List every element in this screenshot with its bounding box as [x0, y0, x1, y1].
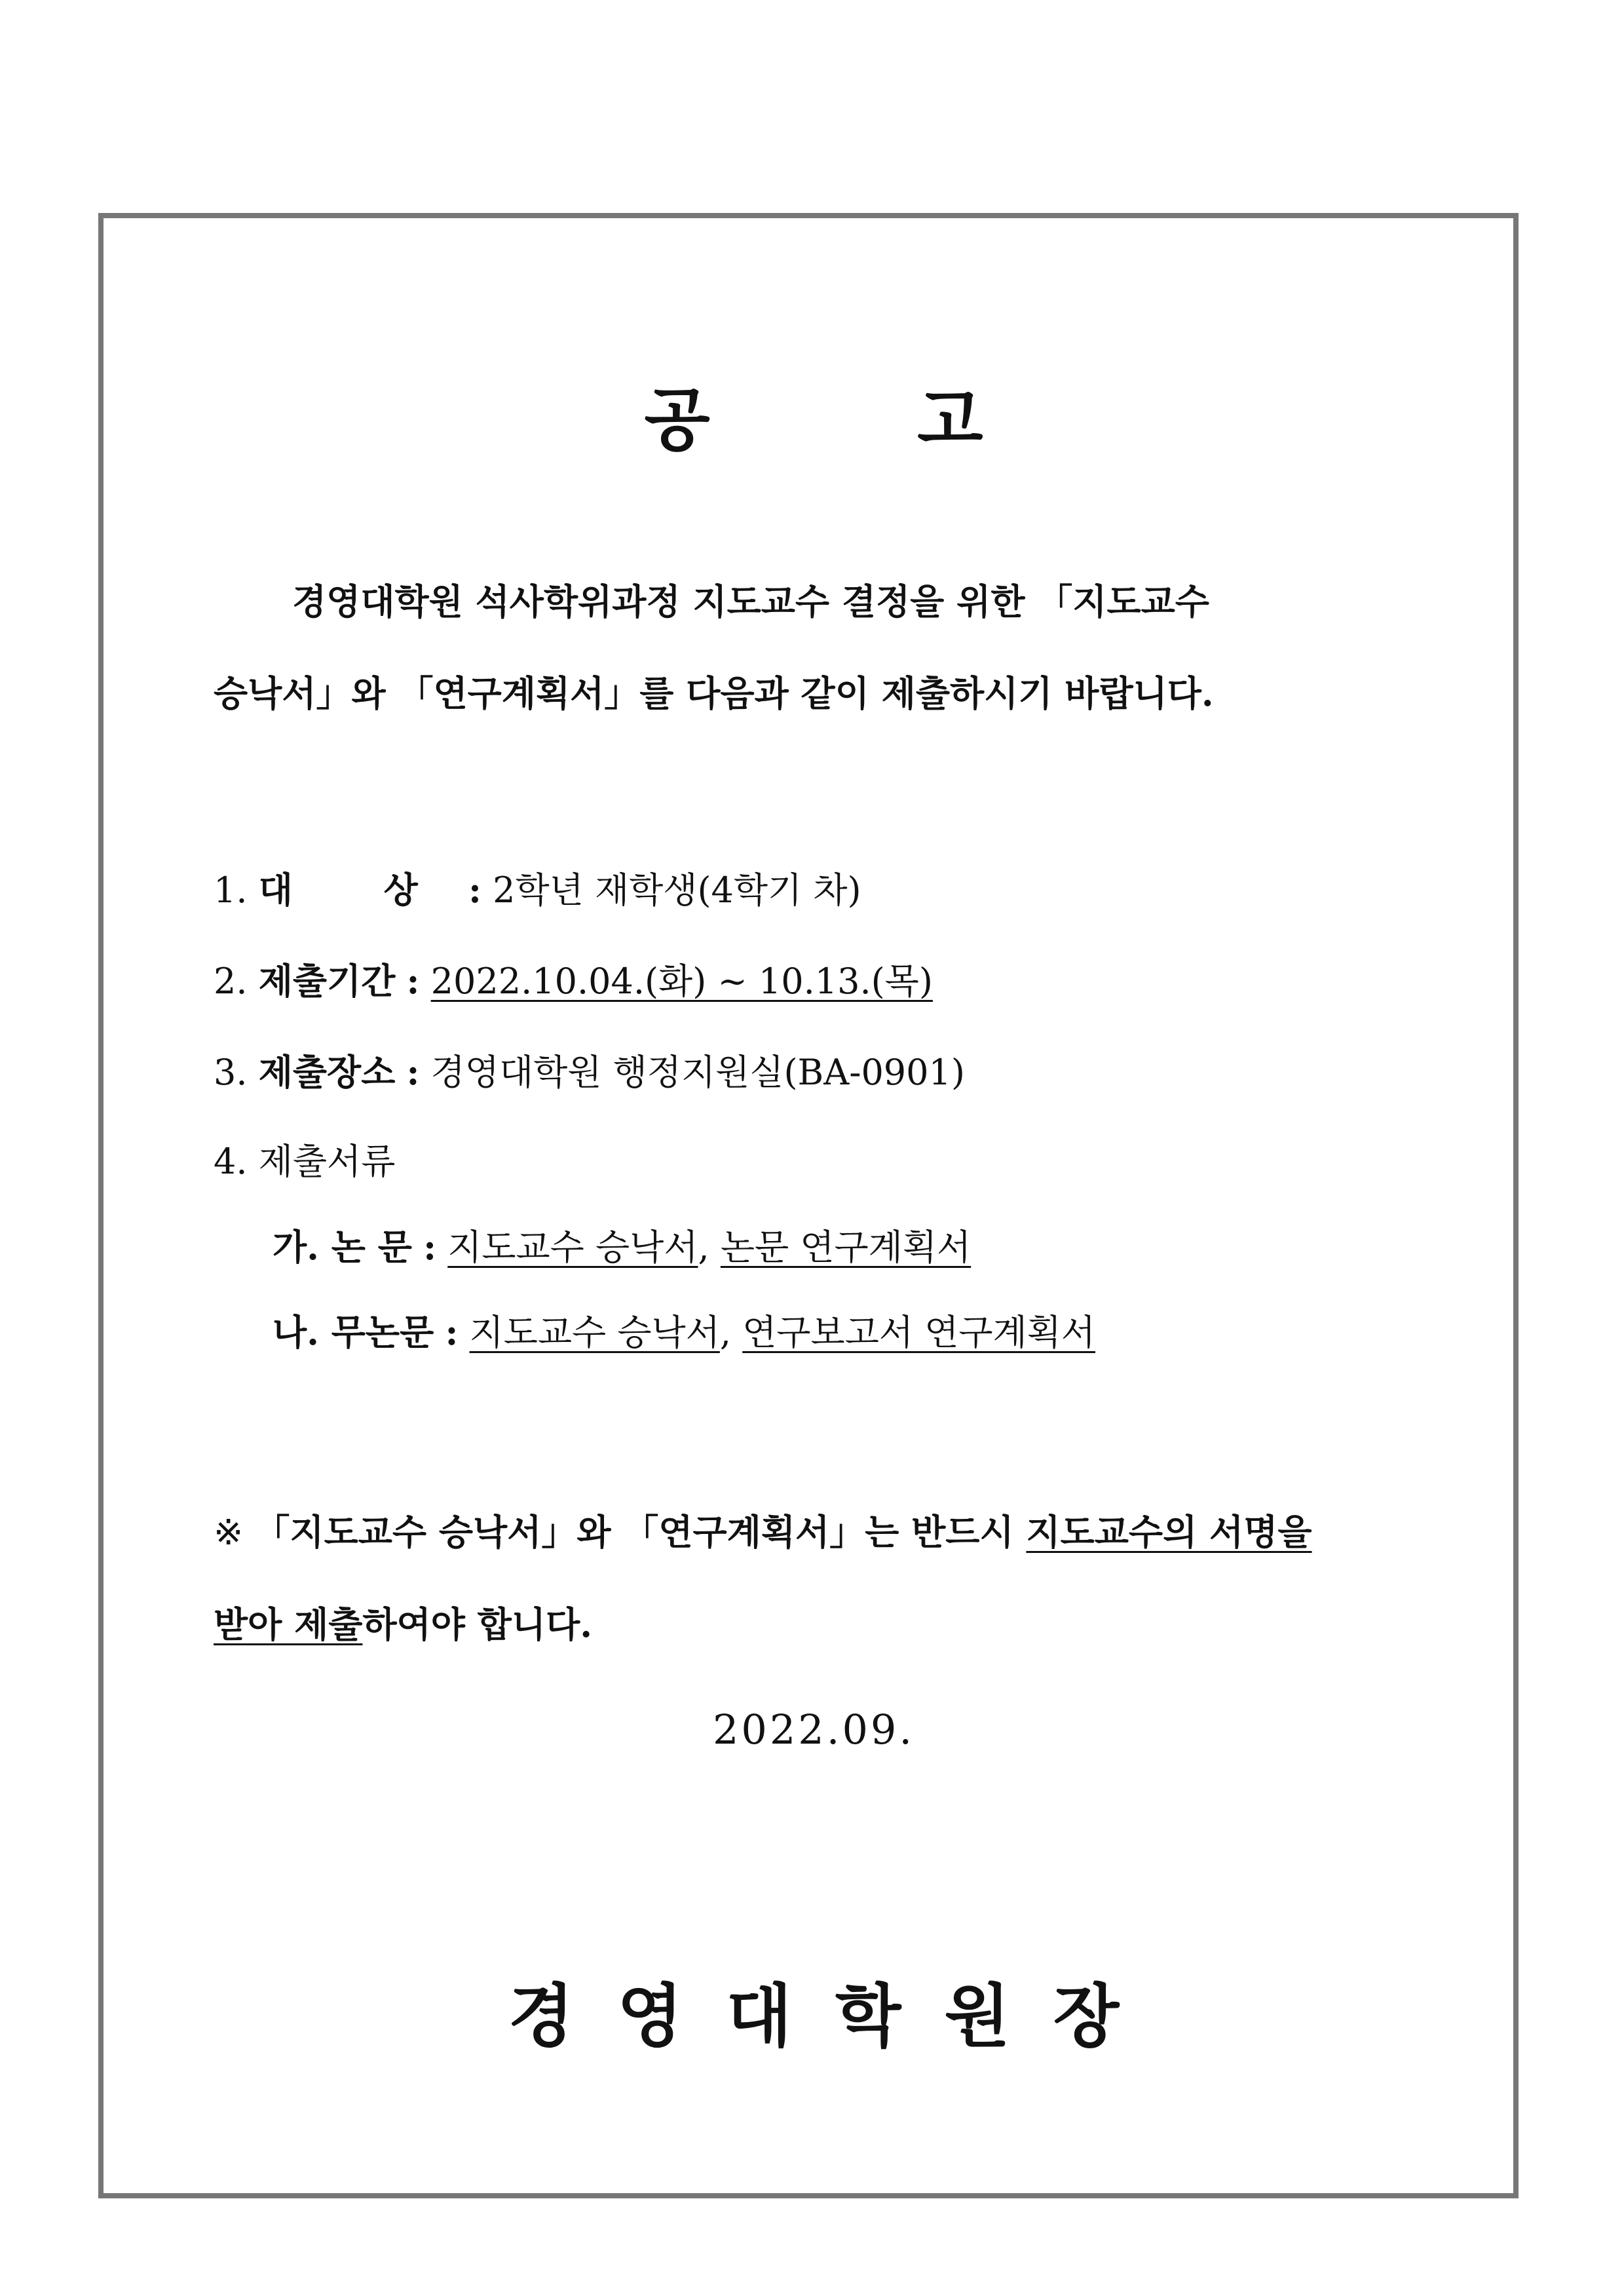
note-emphasis-2: 받아 제출 — [214, 1603, 363, 1645]
sub-item-separator: : — [445, 1311, 459, 1353]
notice-title: 공 고 — [644, 379, 1075, 460]
item-label: 제출서류 — [258, 1141, 396, 1182]
item-value: 경영대학원 행정지원실(BA-0901) — [430, 1052, 965, 1093]
signer-name: 경영대학원장 — [508, 1976, 1163, 2056]
intro-line-1: 경영대학원 석사학위과정 지도교수 결정을 위한 「지도교수 — [292, 581, 1209, 622]
note-emphasis-1: 지도교수의 서명을 — [1026, 1511, 1312, 1553]
item-documents — [214, 1136, 395, 1188]
item-period — [214, 955, 933, 1008]
note-line-2 — [214, 1578, 1419, 1671]
notice-date: 2022.09. — [712, 1706, 915, 1753]
sub-item-thesis — [273, 1221, 971, 1274]
sub-item-doc-2: 논문 연구계획서 — [720, 1227, 972, 1268]
sub-item-doc-1: 지도교수 승낙서 — [447, 1227, 698, 1268]
item-number: 1. — [214, 870, 248, 911]
item-value: 2022.10.04.(화) ~ 10.13.(목) — [430, 961, 933, 1002]
intro-line-2: 승낙서」와 「연구계획서」를 다음과 같이 제출하시기 바랍니다. — [214, 672, 1214, 714]
note-mark: ※ — [214, 1512, 244, 1553]
sub-item-label: 가. 논 문 — [273, 1226, 412, 1268]
sub-item-separator: : — [423, 1226, 437, 1268]
sub-item-comma: , — [698, 1227, 709, 1268]
item-separator: : — [406, 1051, 420, 1093]
note-text: 「지도교수 승낙서」와 「연구계획서」는 반드시 — [254, 1511, 1027, 1553]
note-text-end: 하여야 합니다. — [362, 1603, 593, 1645]
sub-item-doc-2: 연구보고서 연구계획서 — [742, 1312, 1096, 1353]
sub-item-comma: , — [719, 1312, 732, 1353]
item-number: 2. — [214, 961, 248, 1002]
notice-frame — [98, 213, 1519, 2198]
item-value: 2학년 재학생(4학기 차) — [493, 870, 861, 911]
sub-item-doc-1: 지도교수 승낙서 — [469, 1312, 720, 1353]
sub-item-label: 나. 무논문 — [273, 1311, 434, 1353]
note-paragraph — [214, 1486, 1419, 1671]
item-separator: : — [406, 960, 420, 1002]
intro-paragraph — [214, 556, 1419, 739]
item-number: 4. — [214, 1141, 248, 1182]
item-place — [214, 1046, 965, 1099]
item-label: 제출장소 — [258, 1051, 396, 1093]
item-number: 3. — [214, 1052, 248, 1093]
item-separator: : — [468, 869, 482, 911]
item-target — [214, 864, 861, 917]
item-label: 제출기간 — [258, 960, 396, 1002]
sub-item-non-thesis — [273, 1306, 1095, 1359]
item-label: 대 상 — [258, 869, 457, 911]
note-line-1 — [214, 1486, 1419, 1578]
